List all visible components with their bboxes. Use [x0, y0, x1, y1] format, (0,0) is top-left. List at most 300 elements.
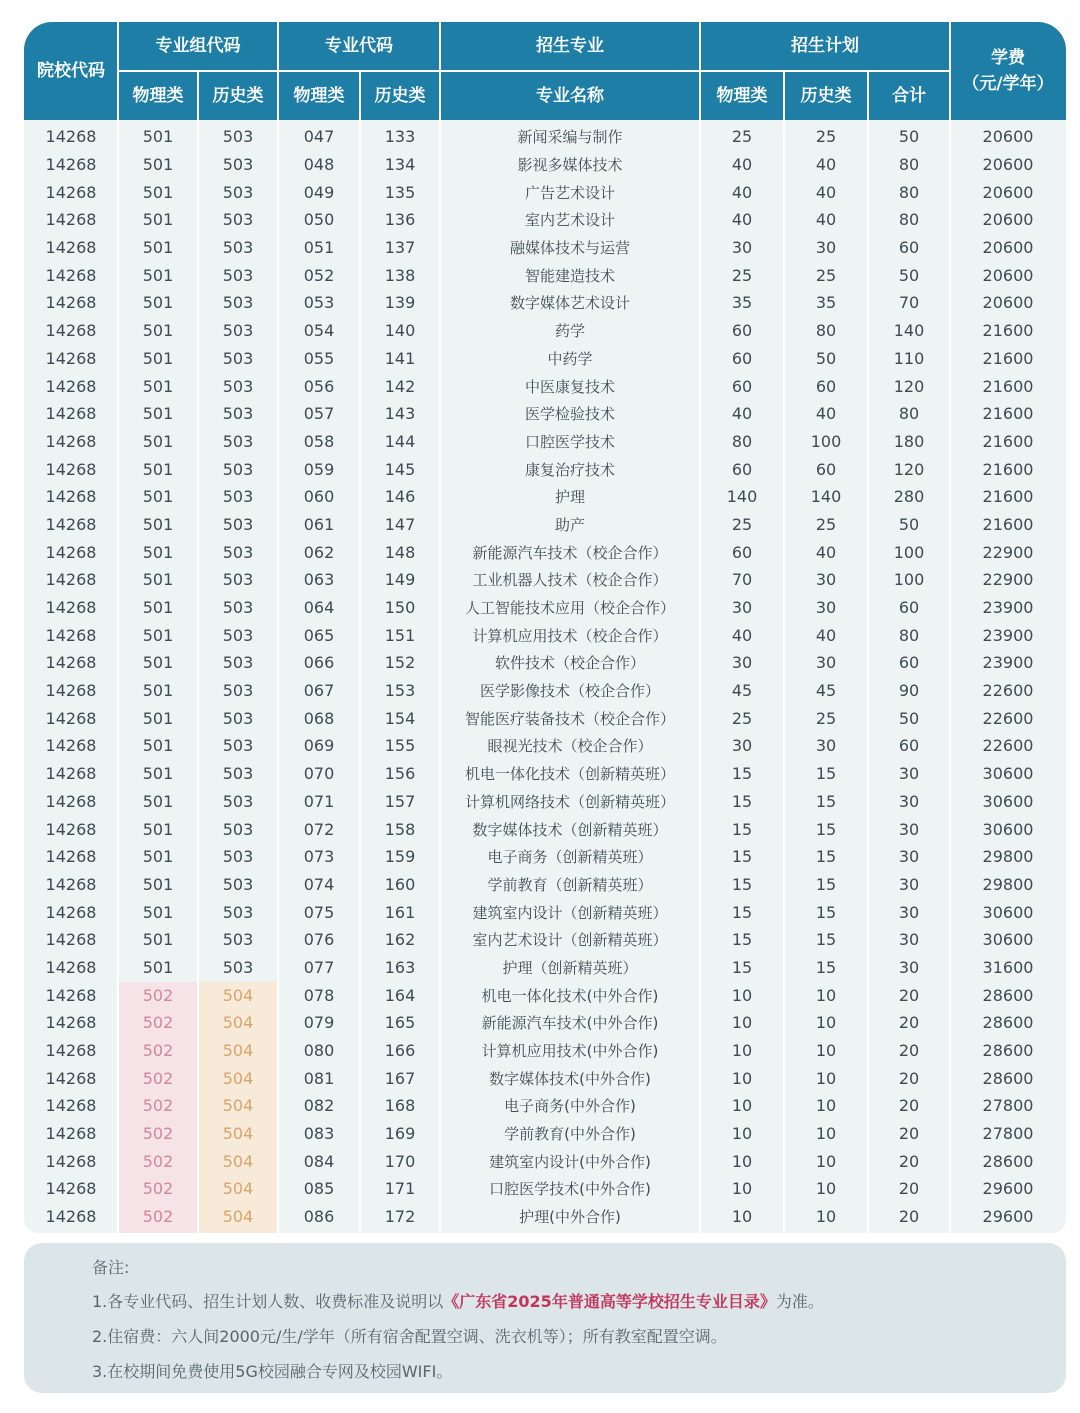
group-history-cell: 504 [222, 1013, 254, 1033]
plan-total-cell: 80 [898, 155, 920, 175]
group-history-cell: 504 [222, 1151, 254, 1171]
plan-physics-cell: 60 [731, 542, 753, 562]
group-physics-cell: 501 [142, 736, 174, 756]
fee-cell: 28600 [982, 985, 1034, 1005]
plan-total-cell: 50 [898, 514, 920, 534]
plan-history-cell: 15 [815, 847, 837, 867]
major-history-code-cell: 143 [384, 404, 416, 424]
header-divider [359, 70, 361, 120]
plan-total-cell: 80 [898, 404, 920, 424]
plan-history-cell: 40 [815, 182, 837, 202]
header-school-code: 院校代码 [37, 61, 105, 81]
fee-cell: 20600 [982, 155, 1034, 175]
major-history-code-cell: 153 [384, 681, 416, 701]
group-history-cell: 503 [222, 681, 254, 701]
major-name-cell: 机电一体化技术（创新精英班） [464, 765, 675, 784]
major-name-cell: 口腔医学技术 [524, 432, 615, 451]
header-fee-line1: 学费 [991, 48, 1025, 68]
major-physics-code-cell: 066 [303, 653, 335, 673]
fee-cell: 28600 [982, 1151, 1034, 1171]
major-physics-code-cell: 075 [303, 902, 335, 922]
fee-cell: 22600 [982, 708, 1034, 728]
school-code-cell: 14268 [45, 681, 97, 701]
table-row [24, 345, 1066, 373]
table-row [24, 1009, 1066, 1037]
fee-cell: 21600 [982, 321, 1034, 341]
fee-cell: 23900 [982, 653, 1034, 673]
table-row [24, 289, 1066, 317]
school-code-cell: 14268 [45, 1096, 97, 1116]
plan-history-cell: 15 [815, 902, 837, 922]
plan-history-cell: 35 [815, 293, 837, 313]
major-physics-code-cell: 062 [303, 542, 335, 562]
major-history-code-cell: 134 [384, 155, 416, 175]
fee-cell: 21600 [982, 514, 1034, 534]
group-history-cell: 503 [222, 514, 254, 534]
plan-history-cell: 60 [815, 376, 837, 396]
group-history-cell: 503 [222, 902, 254, 922]
plan-history-cell: 15 [815, 791, 837, 811]
table-row [24, 317, 1066, 345]
major-name-cell: 新能源汽车技术（校企合作） [472, 543, 668, 562]
fee-cell: 28600 [982, 1068, 1034, 1088]
table-row [24, 206, 1066, 234]
major-physics-code-cell: 065 [303, 625, 335, 645]
group-history-cell: 503 [222, 764, 254, 784]
fee-cell: 23900 [982, 625, 1034, 645]
plan-physics-cell: 15 [731, 902, 753, 922]
plan-physics-cell: 15 [731, 791, 753, 811]
major-history-code-cell: 141 [384, 348, 416, 368]
table-row [24, 760, 1066, 788]
plan-physics-cell: 10 [731, 1151, 753, 1171]
fee-cell: 29600 [982, 1179, 1034, 1199]
plan-history-cell: 25 [815, 514, 837, 534]
major-history-code-cell: 147 [384, 514, 416, 534]
plan-history-cell: 30 [815, 653, 837, 673]
plan-total-cell: 120 [893, 376, 925, 396]
major-physics-code-cell: 069 [303, 736, 335, 756]
fee-cell: 23900 [982, 598, 1034, 618]
plan-history-cell: 40 [815, 210, 837, 230]
major-physics-code-cell: 071 [303, 791, 335, 811]
major-history-code-cell: 150 [384, 598, 416, 618]
major-name-cell: 数字媒体技术(中外合作) [489, 1069, 651, 1088]
plan-total-cell: 60 [898, 736, 920, 756]
table-row [24, 428, 1066, 456]
enrollment-table [24, 22, 1066, 1233]
notes-line-1-suffix: 为准。 [775, 1292, 824, 1311]
major-history-code-cell: 151 [384, 625, 416, 645]
major-name-cell: 电子商务(中外合作) [504, 1097, 636, 1116]
group-history-cell: 503 [222, 459, 254, 479]
major-name-cell: 中医康复技术 [524, 377, 615, 396]
group-physics-cell: 502 [142, 1151, 174, 1171]
group-physics-cell: 502 [142, 1041, 174, 1061]
notes-title: 备注: [92, 1258, 130, 1277]
table-row [24, 178, 1066, 206]
plan-total-cell: 30 [898, 847, 920, 867]
plan-total-cell: 80 [898, 625, 920, 645]
major-history-code-cell: 142 [384, 376, 416, 396]
fee-cell: 27800 [982, 1096, 1034, 1116]
major-name-cell: 智能建造技术 [524, 266, 615, 285]
notes-catalog-highlight: 《广东省2025年普通高等学校招生专业目录》 [443, 1292, 776, 1311]
group-history-cell: 503 [222, 930, 254, 950]
plan-history-cell: 15 [815, 819, 837, 839]
plan-total-cell: 120 [893, 459, 925, 479]
group-physics-cell: 501 [142, 293, 174, 313]
group-history-cell: 503 [222, 238, 254, 258]
school-code-cell: 14268 [45, 1041, 97, 1061]
plan-physics-cell: 10 [731, 1068, 753, 1088]
major-name-cell: 智能医疗装备技术（校企合作） [464, 709, 675, 728]
plan-history-cell: 25 [815, 708, 837, 728]
plan-total-cell: 20 [898, 985, 920, 1005]
plan-physics-cell: 25 [731, 514, 753, 534]
plan-physics-cell: 15 [731, 874, 753, 894]
table-row [24, 1175, 1066, 1203]
plan-history-cell: 10 [815, 1151, 837, 1171]
group-history-cell: 503 [222, 570, 254, 590]
plan-total-cell: 80 [898, 210, 920, 230]
table-body [24, 120, 1066, 1233]
plan-physics-cell: 15 [731, 847, 753, 867]
school-code-cell: 14268 [45, 708, 97, 728]
major-physics-code-cell: 057 [303, 404, 335, 424]
group-physics-cell: 502 [142, 1207, 174, 1227]
major-name-cell: 数字媒体艺术设计 [509, 294, 630, 313]
major-history-code-cell: 152 [384, 653, 416, 673]
group-history-cell: 503 [222, 155, 254, 175]
plan-history-cell: 25 [815, 127, 837, 147]
major-physics-code-cell: 063 [303, 570, 335, 590]
group-history-cell: 503 [222, 376, 254, 396]
group-physics-cell: 501 [142, 874, 174, 894]
table-row [24, 871, 1066, 899]
plan-physics-cell: 60 [731, 459, 753, 479]
major-physics-code-cell: 068 [303, 708, 335, 728]
notes-line-2: 2.住宿费：六人间2000元/生/学年（所有宿舍配置空调、洗衣机等）；所有教室配置空调。 [92, 1327, 727, 1346]
table-row [24, 1064, 1066, 1092]
group-history-cell: 504 [222, 985, 254, 1005]
major-physics-code-cell: 086 [303, 1207, 335, 1227]
table-row [24, 234, 1066, 262]
major-physics-code-cell: 050 [303, 210, 335, 230]
major-physics-code-cell: 084 [303, 1151, 335, 1171]
group-physics-cell: 501 [142, 376, 174, 396]
major-name-cell: 电子商务（创新精英班） [487, 848, 653, 867]
major-name-cell: 医学影像技术（校企合作） [479, 682, 660, 701]
plan-history-cell: 15 [815, 874, 837, 894]
plan-history-cell: 30 [815, 736, 837, 756]
table-row [24, 621, 1066, 649]
header-group-physics: 物理类 [132, 86, 184, 106]
plan-history-cell: 10 [815, 1013, 837, 1033]
group-physics-cell: 501 [142, 542, 174, 562]
fee-cell: 20600 [982, 127, 1034, 147]
fee-cell: 30600 [982, 819, 1034, 839]
group-history-cell: 503 [222, 487, 254, 507]
major-history-code-cell: 165 [384, 1013, 416, 1033]
major-history-code-cell: 138 [384, 265, 416, 285]
table-row [24, 898, 1066, 926]
major-physics-code-cell: 061 [303, 514, 335, 534]
table-row [24, 1203, 1066, 1231]
plan-physics-cell: 40 [731, 155, 753, 175]
plan-physics-cell: 25 [731, 265, 753, 285]
group-physics-cell: 502 [142, 1068, 174, 1088]
school-code-cell: 14268 [45, 1124, 97, 1144]
school-code-cell: 14268 [45, 570, 97, 590]
plan-history-cell: 40 [815, 542, 837, 562]
major-history-code-cell: 144 [384, 431, 416, 451]
table-row [24, 788, 1066, 816]
plan-total-cell: 30 [898, 791, 920, 811]
major-physics-code-cell: 055 [303, 348, 335, 368]
major-physics-code-cell: 078 [303, 985, 335, 1005]
notes-line-1-prefix: 1.各专业代码、招生计划人数、收费标准及说明以 [92, 1292, 444, 1311]
school-code-cell: 14268 [45, 1207, 97, 1227]
major-history-code-cell: 160 [384, 874, 416, 894]
group-history-cell: 504 [222, 1207, 254, 1227]
group-physics-cell: 501 [142, 847, 174, 867]
plan-history-cell: 100 [810, 431, 842, 451]
major-physics-code-cell: 085 [303, 1179, 335, 1199]
notes-line-3: 3.在校期间免费使用5G校园融合专网及校园WIFI。 [92, 1362, 453, 1381]
plan-history-cell: 60 [815, 459, 837, 479]
school-code-cell: 14268 [45, 1151, 97, 1171]
major-name-cell: 工业机器人技术（校企合作） [472, 571, 668, 590]
school-code-cell: 14268 [45, 1013, 97, 1033]
plan-physics-cell: 30 [731, 736, 753, 756]
group-physics-cell: 501 [142, 155, 174, 175]
major-physics-code-cell: 053 [303, 293, 335, 313]
fee-cell: 20600 [982, 238, 1034, 258]
plan-total-cell: 90 [898, 681, 920, 701]
plan-history-cell: 30 [815, 238, 837, 258]
table-row [24, 1147, 1066, 1175]
group-history-cell: 504 [222, 1096, 254, 1116]
group-physics-cell: 501 [142, 321, 174, 341]
school-code-cell: 14268 [45, 957, 97, 977]
group-history-cell: 504 [222, 1068, 254, 1088]
group-history-cell: 504 [222, 1179, 254, 1199]
major-physics-code-cell: 073 [303, 847, 335, 867]
table-row [24, 151, 1066, 179]
major-name-cell: 医学检验技术 [524, 405, 615, 424]
school-code-cell: 14268 [45, 404, 97, 424]
table-header [24, 22, 1066, 120]
major-name-cell: 护理（创新精英班） [502, 958, 638, 977]
major-name-cell: 计算机网络技术（创新精英班） [464, 792, 675, 811]
major-name-cell: 广告艺术设计 [524, 183, 615, 202]
plan-physics-cell: 15 [731, 764, 753, 784]
table-row [24, 483, 1066, 511]
header-plan-total: 合计 [892, 86, 926, 106]
group-physics-cell: 501 [142, 708, 174, 728]
header-major-physics: 物理类 [293, 86, 345, 106]
group-history-cell: 503 [222, 819, 254, 839]
plan-history-cell: 80 [815, 321, 837, 341]
group-history-cell: 503 [222, 708, 254, 728]
major-name-cell: 数字媒体技术（创新精英班） [472, 820, 668, 839]
major-history-code-cell: 139 [384, 293, 416, 313]
group-physics-cell: 502 [142, 1179, 174, 1199]
major-physics-code-cell: 070 [303, 764, 335, 784]
plan-history-cell: 40 [815, 155, 837, 175]
group-physics-cell: 501 [142, 902, 174, 922]
group-physics-cell: 502 [142, 985, 174, 1005]
plan-physics-cell: 30 [731, 238, 753, 258]
major-name-cell: 室内艺术设计 [524, 211, 615, 230]
school-code-cell: 14268 [45, 431, 97, 451]
plan-history-cell: 25 [815, 265, 837, 285]
fee-cell: 21600 [982, 487, 1034, 507]
school-code-cell: 14268 [45, 625, 97, 645]
group-physics-cell: 501 [142, 431, 174, 451]
table-row [24, 677, 1066, 705]
plan-history-cell: 10 [815, 1068, 837, 1088]
table-row [24, 732, 1066, 760]
school-code-cell: 14268 [45, 376, 97, 396]
group-physics-cell: 501 [142, 681, 174, 701]
fee-cell: 30600 [982, 930, 1034, 950]
major-physics-code-cell: 048 [303, 155, 335, 175]
fee-cell: 21600 [982, 459, 1034, 479]
group-physics-cell: 501 [142, 930, 174, 950]
plan-physics-cell: 40 [731, 625, 753, 645]
plan-physics-cell: 40 [731, 182, 753, 202]
plan-history-cell: 10 [815, 1207, 837, 1227]
plan-total-cell: 20 [898, 1096, 920, 1116]
major-name-cell: 建筑室内设计（创新精英班） [472, 903, 668, 922]
fee-cell: 20600 [982, 265, 1034, 285]
school-code-cell: 14268 [45, 182, 97, 202]
fee-cell: 20600 [982, 210, 1034, 230]
plan-physics-cell: 10 [731, 1179, 753, 1199]
plan-history-cell: 10 [815, 1096, 837, 1116]
school-code-cell: 14268 [45, 930, 97, 950]
major-history-code-cell: 171 [384, 1179, 416, 1199]
group-physics-cell: 501 [142, 764, 174, 784]
school-code-cell: 14268 [45, 985, 97, 1005]
group-physics-cell: 501 [142, 404, 174, 424]
plan-history-cell: 50 [815, 348, 837, 368]
plan-total-cell: 50 [898, 265, 920, 285]
header-divider [867, 70, 869, 120]
group-physics-cell: 501 [142, 487, 174, 507]
group-history-cell: 503 [222, 874, 254, 894]
plan-total-cell: 60 [898, 238, 920, 258]
group-history-cell: 503 [222, 653, 254, 673]
fee-cell: 28600 [982, 1013, 1034, 1033]
table-row [24, 400, 1066, 428]
school-code-cell: 14268 [45, 1179, 97, 1199]
major-history-code-cell: 156 [384, 764, 416, 784]
group-history-cell: 503 [222, 791, 254, 811]
plan-total-cell: 20 [898, 1151, 920, 1171]
group-history-cell: 503 [222, 625, 254, 645]
school-code-cell: 14268 [45, 736, 97, 756]
plan-total-cell: 60 [898, 653, 920, 673]
major-history-code-cell: 135 [384, 182, 416, 202]
school-code-cell: 14268 [45, 653, 97, 673]
plan-total-cell: 30 [898, 957, 920, 977]
major-history-code-cell: 172 [384, 1207, 416, 1227]
plan-physics-cell: 60 [731, 321, 753, 341]
major-history-code-cell: 167 [384, 1068, 416, 1088]
major-physics-code-cell: 083 [303, 1124, 335, 1144]
major-history-code-cell: 148 [384, 542, 416, 562]
header-major-code: 专业代码 [325, 36, 393, 56]
major-history-code-cell: 140 [384, 321, 416, 341]
plan-physics-cell: 15 [731, 930, 753, 950]
header-plan-history: 历史类 [800, 86, 852, 106]
major-history-code-cell: 154 [384, 708, 416, 728]
group-history-cell: 503 [222, 348, 254, 368]
table-row [24, 1120, 1066, 1148]
header-plan-physics: 物理类 [716, 86, 768, 106]
plan-total-cell: 60 [898, 598, 920, 618]
fee-cell: 29600 [982, 1207, 1034, 1227]
school-code-cell: 14268 [45, 265, 97, 285]
plan-physics-cell: 25 [731, 127, 753, 147]
plan-physics-cell: 15 [731, 819, 753, 839]
group-history-cell: 503 [222, 293, 254, 313]
fee-cell: 29800 [982, 847, 1034, 867]
major-history-code-cell: 145 [384, 459, 416, 479]
school-code-cell: 14268 [45, 764, 97, 784]
plan-total-cell: 50 [898, 127, 920, 147]
plan-physics-cell: 25 [731, 708, 753, 728]
header-group-history: 历史类 [212, 86, 264, 106]
group-physics-cell: 502 [142, 1096, 174, 1116]
plan-total-cell: 30 [898, 764, 920, 784]
table-row [24, 954, 1066, 982]
header-fee [950, 22, 1066, 120]
major-physics-code-cell: 058 [303, 431, 335, 451]
school-code-cell: 14268 [45, 1068, 97, 1088]
school-code-cell: 14268 [45, 598, 97, 618]
major-physics-code-cell: 060 [303, 487, 335, 507]
group-physics-cell: 501 [142, 210, 174, 230]
major-name-cell: 护理 [554, 488, 585, 507]
school-code-cell: 14268 [45, 210, 97, 230]
major-history-code-cell: 149 [384, 570, 416, 590]
plan-history-cell: 15 [815, 930, 837, 950]
major-name-cell: 人工智能技术应用（校企合作） [464, 599, 675, 618]
school-code-cell: 14268 [45, 459, 97, 479]
major-physics-code-cell: 067 [303, 681, 335, 701]
major-history-code-cell: 158 [384, 819, 416, 839]
plan-physics-cell: 140 [726, 487, 758, 507]
group-history-cell: 503 [222, 321, 254, 341]
major-history-code-cell: 159 [384, 847, 416, 867]
plan-total-cell: 20 [898, 1124, 920, 1144]
plan-total-cell: 100 [893, 570, 925, 590]
school-code-cell: 14268 [45, 238, 97, 258]
major-history-code-cell: 133 [384, 127, 416, 147]
table-row [24, 123, 1066, 151]
fee-cell: 20600 [982, 182, 1034, 202]
plan-physics-cell: 40 [731, 210, 753, 230]
group-history-cell: 503 [222, 598, 254, 618]
plan-physics-cell: 60 [731, 376, 753, 396]
plan-history-cell: 40 [815, 404, 837, 424]
plan-total-cell: 20 [898, 1068, 920, 1088]
group-history-cell: 503 [222, 210, 254, 230]
